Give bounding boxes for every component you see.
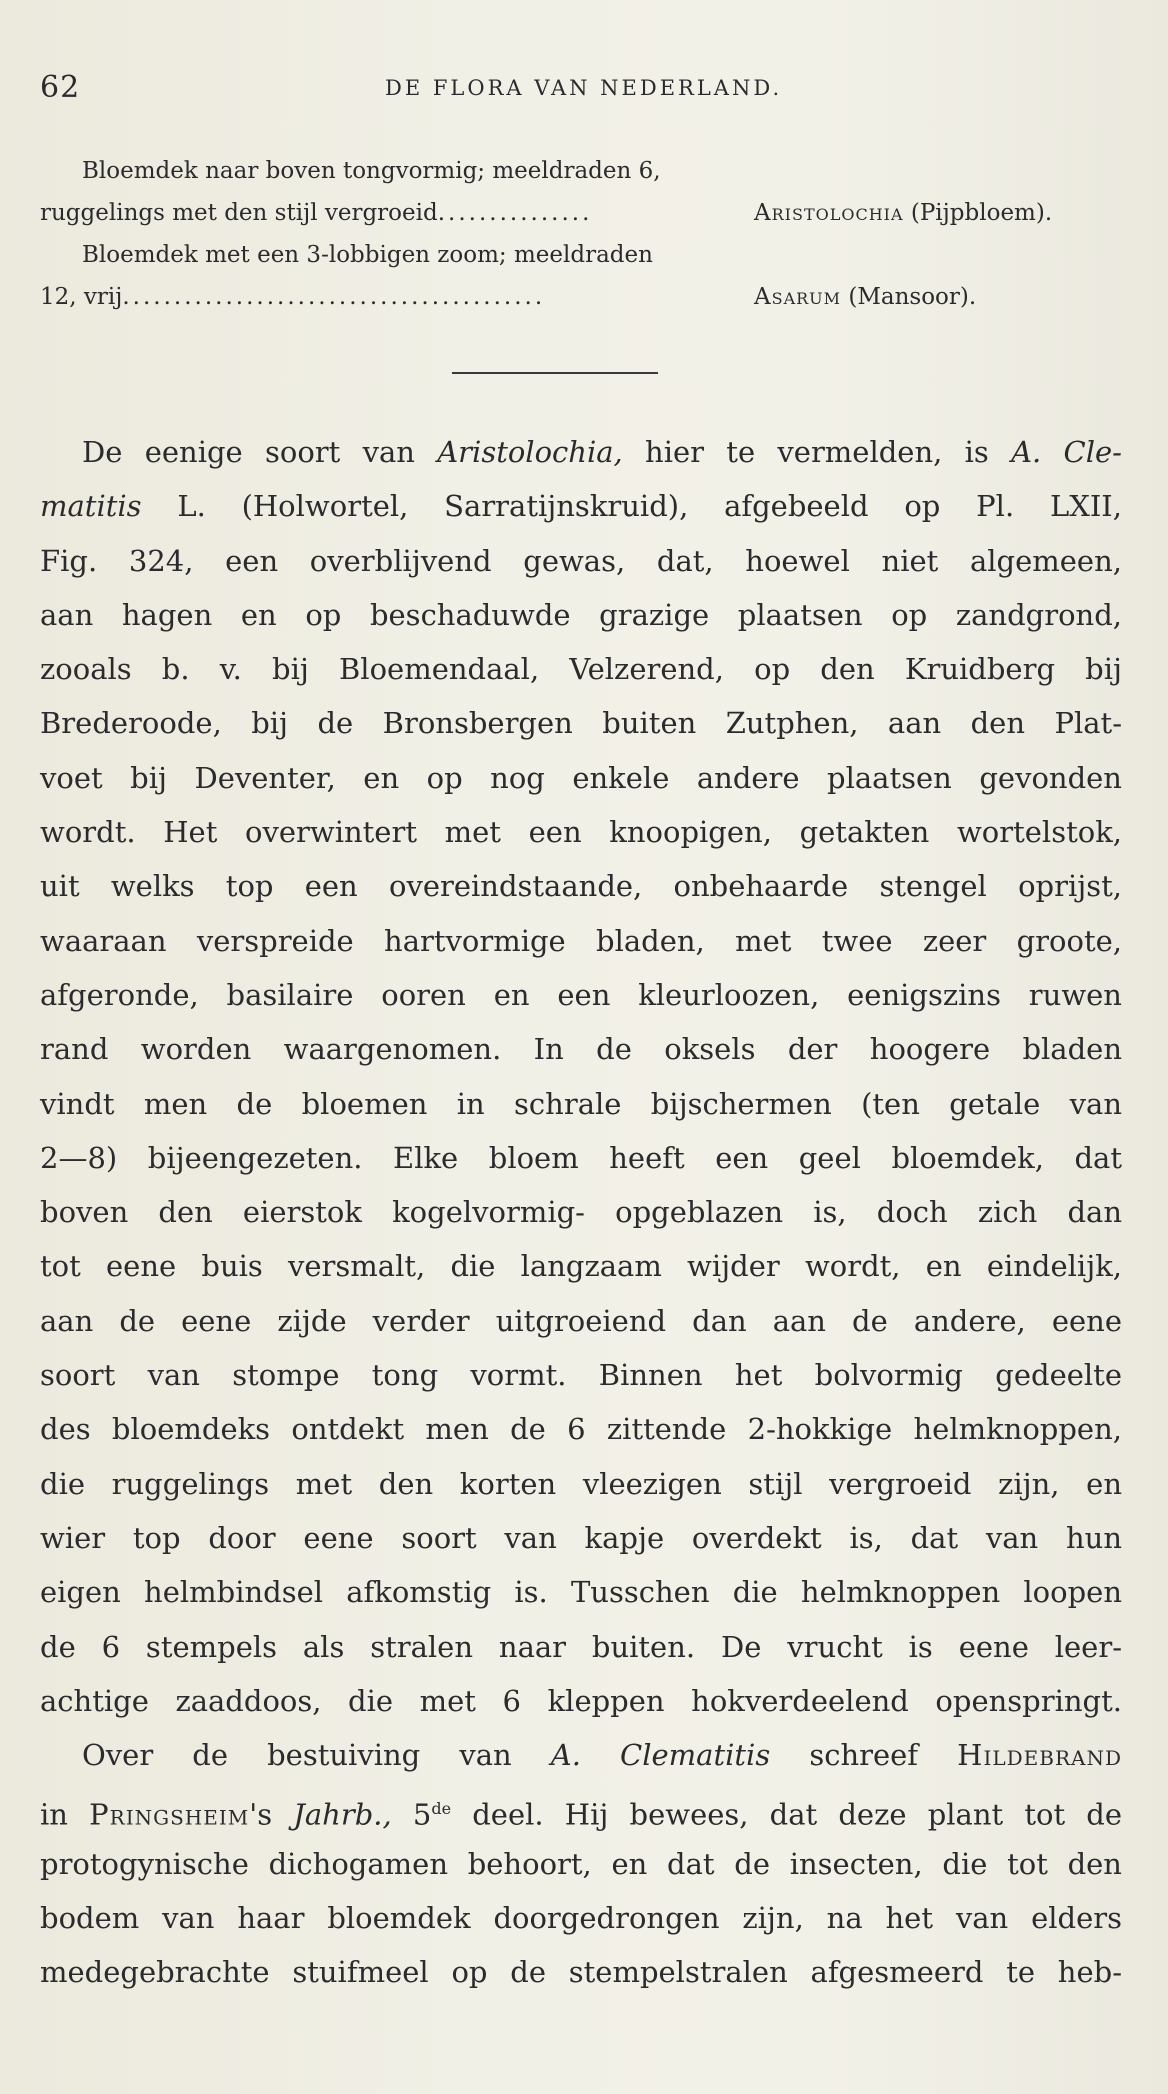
key-entry-1-taxon bbox=[754, 192, 1052, 234]
text-line: des bloemdeks ontdekt men de 6 zittende 2-hokkige helmknoppen, bbox=[40, 1412, 1122, 1447]
key-entry-2-leader-dots: ......................................... bbox=[122, 284, 546, 310]
text-line: achtige zaaddoos, die met 6 kleppen hokverdeelend openspringt. bbox=[40, 1683, 1122, 1718]
text-line: wordt. Het overwintert met een knoopigen, getakten wortelstok, bbox=[40, 815, 1122, 850]
genus-name: Aristolochia, bbox=[437, 435, 623, 469]
author-name: Hildebrand bbox=[957, 1738, 1122, 1773]
key-entry-1-description: Bloemdek naar boven tongvormig; meeldraden 6, bbox=[82, 158, 661, 184]
key-entry-2-description-cont: 12, vrij bbox=[40, 284, 123, 310]
text-line: De eenige soort van Aristolochia, hier te vermelden, is A. Cle- bbox=[82, 435, 1122, 469]
text-line: bodem van haar bloemdek doorgedrongen zijn, na het van elders bbox=[40, 1901, 1122, 1936]
key-entry-2-taxon-name: Asarum bbox=[754, 284, 842, 310]
text-line: vindt men de bloemen in schrale bijschermen (ten getale van bbox=[40, 1086, 1122, 1121]
ordinal-suffix: de bbox=[431, 1799, 452, 1819]
key-entry-2-description: Bloemdek met een 3-lobbigen zoom; meeldraden bbox=[82, 242, 653, 268]
text-line: die ruggelings met den korten vleezigen stijl vergroeid zijn, en bbox=[40, 1466, 1122, 1501]
text-line: aan hagen en op beschaduwde grazige plaatsen op zandgrond, bbox=[40, 597, 1122, 632]
text-line: matitis L. (Holwortel, Sarratijnskruid), afgebeeld op Pl. LXII, bbox=[40, 489, 1122, 524]
key-entry-2-line-2 bbox=[40, 276, 1125, 318]
author-name: Pringsheim bbox=[89, 1798, 250, 1833]
text-line: tot eene buis versmalt, die langzaam wijder wordt, en eindelijk, bbox=[40, 1249, 1122, 1284]
body-text bbox=[40, 425, 1122, 2000]
text-line: waaraan verspreide hartvormige bladen, met twee zeer groote, bbox=[40, 923, 1122, 958]
text-line: eigen helmbindsel afkomstig is. Tusschen die helmknoppen loopen bbox=[40, 1575, 1122, 1610]
key-entry-2-taxon bbox=[754, 276, 976, 318]
key-entry-1-taxon-name: Aristolochia bbox=[754, 200, 904, 226]
text-line: medegebrachte stuifmeel op de stempelstralen afgesmeerd te heb- bbox=[40, 1955, 1122, 1990]
text-line: de 6 stempels als stralen naar buiten. De vrucht is eene leer- bbox=[40, 1629, 1122, 1664]
text-line: Over de bestuiving van A. Clematitis schreef Hildebrand bbox=[82, 1738, 1122, 1773]
text-line: 2—8) bijeengezeten. Elke bloem heeft een geel bloemdek, dat bbox=[40, 1140, 1122, 1175]
text-line: wier top door eene soort van kapje overdekt is, dat van hun bbox=[40, 1520, 1122, 1555]
species-name: A. Cle- bbox=[1011, 435, 1122, 469]
text-line: rand worden waargenomen. In de oksels der hoogere bladen bbox=[40, 1032, 1122, 1067]
section-divider bbox=[452, 372, 658, 374]
text-line: voet bij Deventer, en op nog enkele andere plaatsen gevonden bbox=[40, 760, 1122, 795]
text-line: aan de eene zijde verder uitgroeiend dan aan de andere, eene bbox=[40, 1303, 1122, 1338]
text-line: zooals b. v. bij Bloemendaal, Velzerend, op den Kruidberg bij bbox=[40, 652, 1122, 687]
key-entry-2-taxon-common: (Mansoor). bbox=[848, 284, 977, 310]
key-entry-1-leader-dots: ............... bbox=[437, 200, 593, 226]
paragraph-1 bbox=[40, 425, 1122, 1728]
text-line: afgeronde, basilaire ooren en een kleurloozen, eenigszins ruwen bbox=[40, 977, 1122, 1012]
key-entry-1-line-1 bbox=[40, 150, 1125, 192]
running-title: DE FLORA VAN NEDERLAND. bbox=[385, 76, 783, 100]
text-line: Brederoode, bij de Bronsbergen buiten Zutphen, aan den Plat- bbox=[40, 706, 1122, 741]
text-line: boven den eierstok kogelvormig- opgeblazen is, doch zich dan bbox=[40, 1195, 1122, 1230]
species-name: A. Clematitis bbox=[550, 1738, 771, 1773]
key-entry-2-line-1 bbox=[40, 234, 1125, 276]
key-entry-1-taxon-common: (Pijpbloem). bbox=[910, 200, 1053, 226]
species-name-cont: matitis bbox=[40, 489, 142, 524]
key-entry-1-description-cont: ruggelings met den stijl vergroeid bbox=[40, 200, 438, 226]
page-header bbox=[40, 70, 1128, 110]
page-number: 62 bbox=[40, 70, 81, 105]
key-entry-1-line-2 bbox=[40, 192, 1125, 234]
text-line: in Pringsheim's Jahrb., 5de deel. Hij bewees, dat deze plant tot de bbox=[40, 1798, 1122, 1833]
text-line: soort van stompe tong vormt. Binnen het bolvormig gedeelte bbox=[40, 1358, 1122, 1393]
paragraph-2 bbox=[40, 1728, 1122, 1999]
journal-title: Jahrb., bbox=[293, 1798, 392, 1833]
identification-key bbox=[40, 150, 1125, 318]
text-line: Fig. 324, een overblijvend gewas, dat, hoewel niet algemeen, bbox=[40, 543, 1122, 578]
text-line: protogynische dichogamen behoort, en dat de insecten, die tot den bbox=[40, 1846, 1122, 1881]
text-line: uit welks top een overeindstaande, onbehaarde stengel oprijst, bbox=[40, 869, 1122, 904]
